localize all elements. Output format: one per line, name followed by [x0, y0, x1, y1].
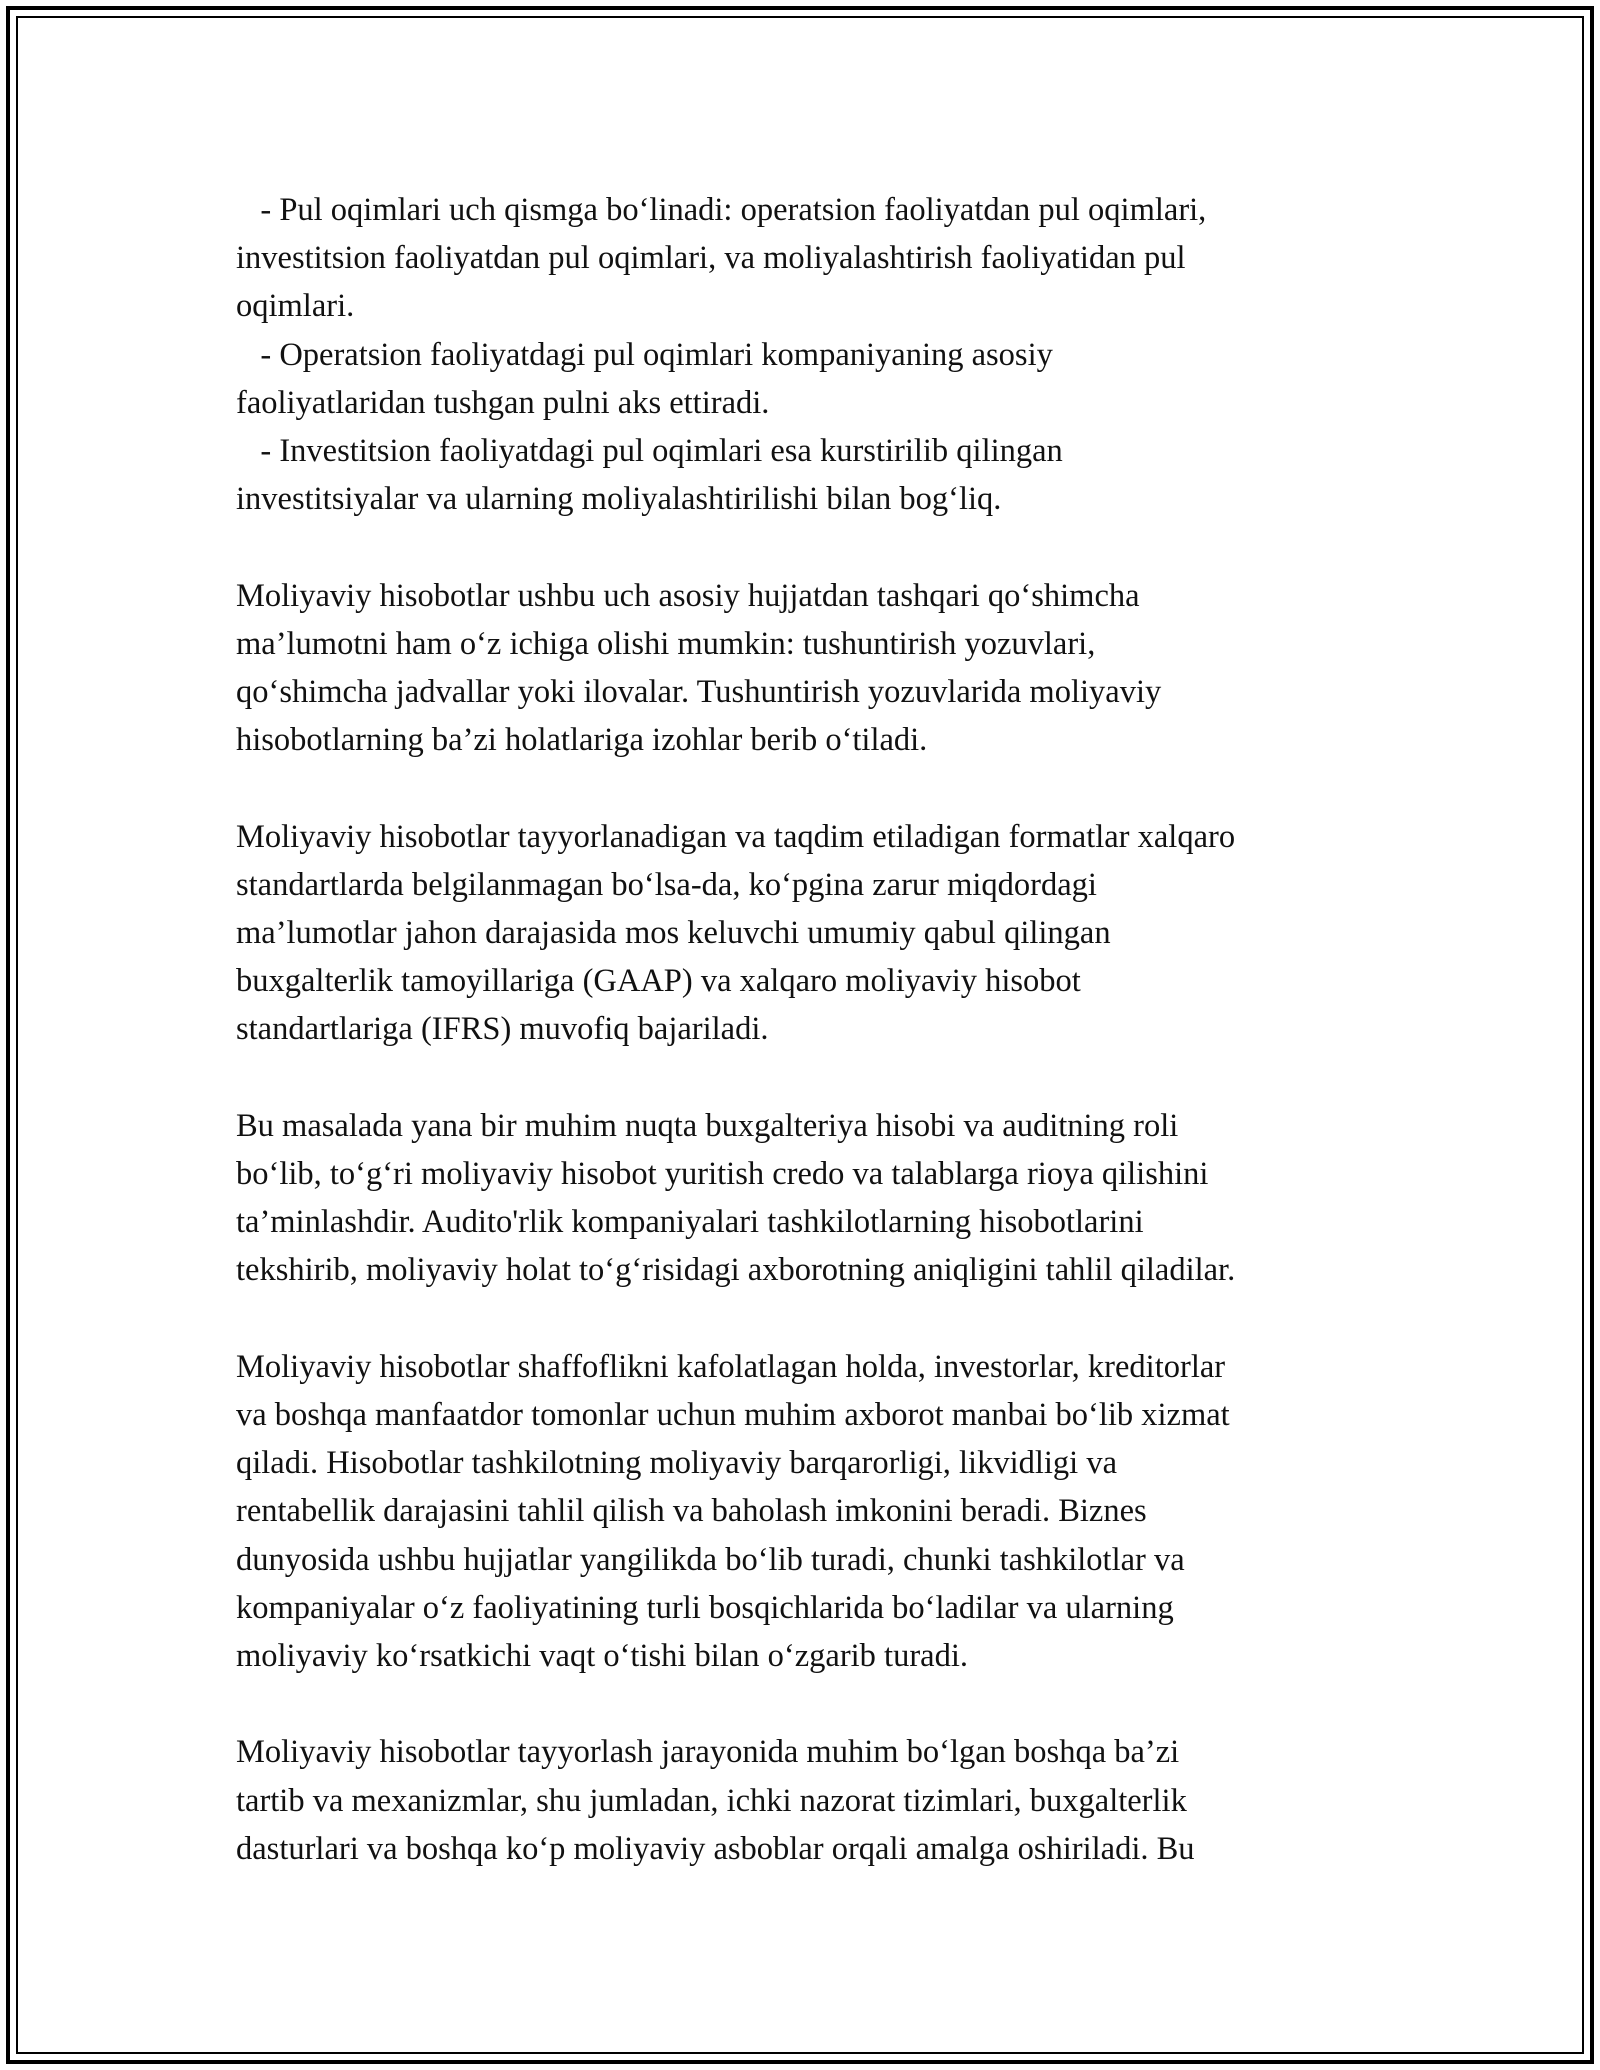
- bullet-item: [236, 427, 1396, 523]
- text-line: bo‘lib, to‘g‘ri moliyaviy hisobot yuritish credo va talablarga rioya qilishini: [236, 1156, 1209, 1193]
- text-line: Moliyaviy hisobotlar tayyorlash jarayonida muhim bo‘lgan boshqa ba’zi: [236, 1734, 1180, 1771]
- text-line: ma’lumotlar jahon darajasida mos keluvchi umumiy qabul qilingan: [236, 915, 1111, 952]
- text-line: standartlariga (IFRS) muvofiq bajariladi.: [236, 1011, 769, 1048]
- text-line: qo‘shimcha jadvallar yoki ilovalar. Tushuntirish yozuvlarida moliyaviy: [236, 674, 1162, 711]
- text-line: qiladi. Hisobotlar tashkilotning moliyaviy barqarorligi, likvidligi va: [236, 1445, 1117, 1482]
- text-line: Moliyaviy hisobotlar tayyorlanadigan va taqdim etiladigan formatlar xalqaro: [236, 818, 1236, 855]
- text-line: hisobotlarning ba’zi holatlariga izohlar berib o‘tiladi.: [236, 722, 928, 759]
- text-line: va boshqa manfaatdor tomonlar uchun muhim axborot manbai bo‘lib xizmat: [236, 1397, 1230, 1434]
- text-line: investitsiyalar va ularning moliyalashtirilishi bilan bog‘liq.: [236, 481, 1002, 518]
- paragraph: [236, 572, 1396, 765]
- text-line: tekshirib, moliyaviy holat to‘g‘risidagi axborotning aniqligini tahlil qiladilar.: [236, 1252, 1236, 1289]
- paragraph: [236, 813, 1396, 1054]
- text-line: - Investitsion faoliyatdagi pul oqimlari esa kurstirilib qilingan: [236, 433, 1063, 470]
- text-line: standartlarda belgilanmagan bo‘lsa-da, ko‘pgina zarur miqdordagi: [236, 866, 1097, 903]
- text-line: - Pul oqimlari uch qismga bo‘linadi: operatsion faoliyatdan pul oqimlari,: [236, 192, 1207, 228]
- text-line: dunyosida ushbu hujjatlar yangilikda bo‘lib turadi, chunki tashkilotlar va: [236, 1541, 1185, 1578]
- paragraph: [236, 1102, 1396, 1295]
- text-line: faoliyatlaridan tushgan pulni aks ettiradi.: [236, 384, 770, 421]
- bullet-item: [236, 186, 1396, 331]
- text-line: oqimlari.: [236, 288, 355, 325]
- text-line: ma’lumotni ham o‘z ichiga olishi mumkin: tushuntirish yozuvlari,: [236, 625, 1096, 662]
- text-line: kompaniyalar o‘z faoliyatining turli bosqichlarida bo‘ladilar va ularning: [236, 1589, 1174, 1626]
- paragraph: [236, 1728, 1396, 1873]
- paragraph: [236, 1343, 1396, 1680]
- text-line: - Operatsion faoliyatdagi pul oqimlari kompaniyaning asosiy: [236, 336, 1053, 373]
- text-line: moliyaviy ko‘rsatkichi vaqt o‘tishi bilan o‘zgarib turadi.: [236, 1638, 968, 1675]
- text-line: Moliyaviy hisobotlar ushbu uch asosiy hujjatdan tashqari qo‘shimcha: [236, 577, 1140, 614]
- text-line: tartib va mexanizmlar, shu jumladan, ichki nazorat tizimlari, buxgalterlik: [236, 1782, 1187, 1819]
- text-line: Bu masalada yana bir muhim nuqta buxgalteriya hisobi va auditning roli: [236, 1107, 1179, 1144]
- document-body: [236, 186, 1396, 1873]
- text-line: ta’minlashdir. Audito'rlik kompaniyalari tashkilotlarning hisobotlarini: [236, 1204, 1144, 1241]
- text-line: dasturlari va boshqa ko‘p moliyaviy asboblar orqali amalga oshiriladi. Bu: [236, 1830, 1195, 1867]
- text-line: investitsion faoliyatdan pul oqimlari, va moliyalashtirish faoliyatidan pul: [236, 240, 1186, 277]
- text-line: rentabellik darajasini tahlil qilish va baholash imkonini beradi. Biznes: [236, 1493, 1147, 1530]
- text-line: Moliyaviy hisobotlar shaffoflikni kafolatlagan holda, investorlar, kreditorlar: [236, 1348, 1226, 1385]
- bullet-item: [236, 331, 1396, 427]
- text-line: buxgalterlik tamoyillariga (GAAP) va xalqaro moliyaviy hisobot: [236, 963, 1081, 1000]
